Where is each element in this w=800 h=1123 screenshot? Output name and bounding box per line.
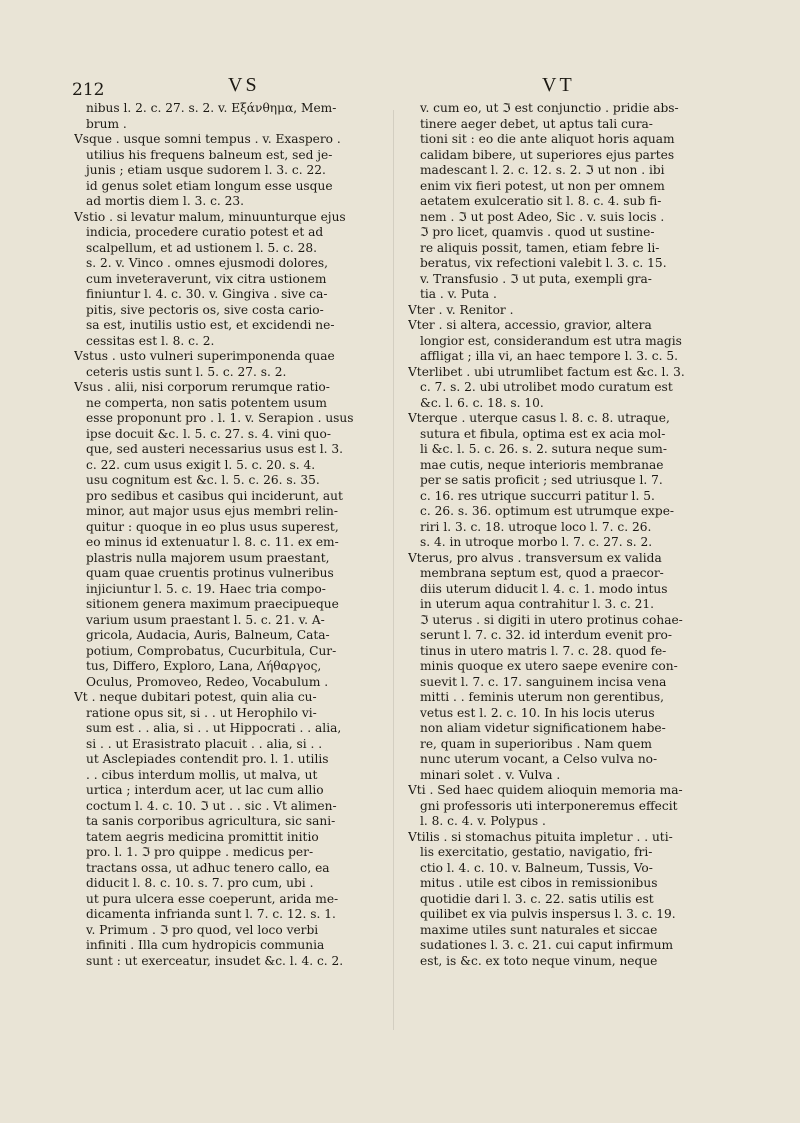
text-line: Vterus, pro alvus . transversum ex valida: [408, 550, 662, 565]
text-line: mae cutis, neque interioris membranae: [420, 457, 664, 472]
text-line: ne comperta, non satis potentem usum: [86, 395, 327, 410]
text-line: eo minus id extenuatur l. 8. c. 11. ex em-: [86, 535, 339, 549]
text-line: Vter . si altera, accessio, gravior, altera: [408, 318, 652, 332]
text-line: nibus l. 2. c. 27. s. 2. v. Eξάνθημα, Mem-: [86, 101, 337, 115]
running-head-right: VT: [542, 74, 575, 96]
gutter-divider: [393, 110, 394, 1030]
text-line: tus, Differo, Exploro, Lana, Λήθαργος,: [86, 659, 322, 673]
text-line: non aliam videtur significationem habe-: [420, 721, 666, 735]
text-line: ipse docuit &c. l. 5. c. 27. s. 4. vini quo-: [86, 426, 331, 441]
text-line: ceteris ustis sunt l. 5. c. 27. s. 2.: [86, 364, 287, 379]
text-line: s. 4. in utroque morbo l. 7. c. 27. s. 2.: [420, 535, 653, 549]
text-line: serunt l. 7. c. 32. id interdum evenit pro-: [420, 628, 672, 642]
text-line: re aliquis possit, tamen, etiam febre li-: [420, 240, 660, 255]
text-line: mitus . utile est cibos in remissionibus: [420, 876, 658, 890]
text-line: plastris nulla majorem usum praestant,: [86, 550, 330, 565]
text-line: madescant l. 2. c. 12. s. 2. ℑ ut non . ibi: [420, 163, 665, 177]
text-line: ad mortis diem l. 3. c. 23.: [86, 194, 245, 208]
text-line: tinus in utero matris l. 7. c. 28. quod fe-: [420, 643, 667, 658]
text-line: v. cum eo, ut ℑ est conjunctio . pridie abs-: [420, 101, 679, 115]
text-line: ctio l. 4. c. 10. v. Balneum, Tussis, Vo-: [420, 860, 653, 875]
text-line: nunc uterum vocant, a Celso vulva no-: [420, 752, 658, 766]
text-line: indicia, procedere curatio potest et ad: [86, 225, 324, 239]
text-line: si . . ut Erasistrato placuit . . alia, si . .: [86, 736, 323, 751]
text-line: urtica ; interdum acer, ut lac cum allio: [86, 783, 324, 797]
text-line: finiuntur l. 4. c. 30. v. Gingiva . sive ca-: [86, 287, 328, 301]
text-line: Vstus . usto vulneri superimponenda quae: [74, 349, 335, 363]
text-line: varium usum praestant l. 5. c. 21. v. A-: [86, 612, 325, 627]
text-line: brum .: [86, 116, 127, 131]
text-line: vetus est l. 2. c. 10. In his locis uterus: [420, 705, 655, 720]
text-line: gni professoris uti interponeremus effecit: [420, 798, 678, 813]
text-line: tatem aegris medicina promittit initio: [86, 829, 319, 844]
text-line: junis ; etiam usque sudorem l. 3. c. 22.: [86, 163, 326, 177]
text-line: infiniti . Illa cum hydropicis communia: [86, 938, 325, 952]
text-line: minari solet . v. Vulva .: [420, 767, 561, 782]
text-line: mitti . . feminis uterum non gerentibus,: [420, 690, 665, 704]
text-line: Vterlibet . ubi utrumlibet factum est &c. l. 3.: [408, 364, 685, 379]
text-line: quam quae cruentis protinus vulneribus: [86, 566, 334, 580]
text-line: injiciuntur l. 5. c. 19. Haec tria compo-: [86, 581, 326, 596]
text-line: ut Asclepiades contendit pro. l. 1. utilis: [86, 752, 329, 766]
text-line: potium, Comprobatus, Cucurbitula, Cur-: [86, 643, 337, 658]
running-head-left: VS: [228, 74, 260, 96]
text-line: pro sedibus et casibus qui inciderunt, aut: [86, 488, 343, 503]
text-line: Vter . v. Renitor .: [408, 302, 514, 317]
text-line: enim vix fieri potest, ut non per omnem: [420, 178, 665, 193]
text-line: quitur : quoque in eo plus usus superest,: [86, 519, 339, 534]
text-line: aetatem exulceratio sit l. 8. c. 4. sub fi-: [420, 194, 662, 208]
text-line: riri l. 3. c. 18. utroque loco l. 7. c. 26.: [420, 519, 652, 534]
text-line: Vsus . alii, nisi corporum rerumque ratio-: [74, 380, 330, 394]
page-number: 212: [72, 80, 105, 100]
left-column: [74, 101, 382, 969]
text-line: re, quam in superioribus . Nam quem: [420, 736, 652, 751]
text-line: Vt . neque dubitari potest, quin alia cu-: [74, 690, 317, 704]
text-line: &c. l. 6. c. 18. s. 10.: [420, 395, 544, 410]
text-line: ta sanis corporibus agricultura, sic sani-: [86, 814, 336, 828]
text-line: tioni sit : eo die ante aliquot horis aquam: [420, 132, 675, 146]
text-line: nem . ℑ ut post Adeo, Sic . v. suis locis .: [420, 209, 665, 224]
text-line: c. 26. s. 36. optimum est utrumque expe-: [420, 504, 675, 518]
text-line: sa est, inutilis ustio est, et excidendi ne-: [86, 318, 335, 332]
text-line: ℑ pro licet, quamvis . quod ut sustine-: [420, 225, 655, 239]
text-line: membrana septum est, quod a praecor-: [420, 566, 664, 580]
text-line: cum inveteraverunt, vix citra ustionem: [86, 271, 327, 286]
text-line: diducit l. 8. c. 10. s. 7. pro cum, ubi .: [86, 876, 314, 890]
text-line: Vstio . si levatur malum, minuunturque ejus: [74, 209, 346, 224]
text-line: minis quoque ex utero saepe evenire con-: [420, 659, 678, 673]
text-line: Vsque . usque somni tempus . v. Exaspero .: [74, 132, 341, 146]
text-line: ℑ uterus . si digiti in utero protinus cohae-: [420, 612, 683, 627]
text-line: cessitas est l. 8. c. 2.: [86, 333, 215, 348]
text-line: suevit l. 7. c. 17. sanguinem incisa vena: [420, 674, 667, 689]
text-line: quilibet ex via pulvis inspersus l. 3. c. 19.: [420, 907, 676, 921]
text-line: longior est, considerandum est utra magis: [420, 333, 682, 348]
right-column: [408, 101, 700, 969]
text-line: id genus solet etiam longum esse usque: [86, 178, 333, 193]
text-line: Vti . Sed haec quidem alioquin memoria ma-: [408, 783, 683, 797]
text-line: est, is &c. ex toto neque vinum, neque: [420, 953, 658, 968]
text-line: minor, aut major usus ejus membri relin-: [86, 504, 338, 518]
text-line: c. 22. cum usus exigit l. 5. c. 20. s. 4.: [86, 457, 316, 472]
text-line: lis exercitatio, gestatio, navigatio, fri-: [420, 845, 653, 859]
text-line: s. 2. v. Vinco . omnes ejusmodi dolores,: [86, 256, 328, 270]
text-line: beratus, vix refectioni valebit l. 3. c. 15.: [420, 256, 667, 270]
text-line: sum est . . alia, si . . ut Hippocrati . . alia,: [86, 721, 342, 735]
text-line: sunt : ut exerceatur, insudet &c. l. 4. c. 2.: [86, 953, 344, 968]
text-line: sutura et fibula, optima est ex acia mol-: [420, 426, 666, 441]
text-line: li &c. l. 5. c. 26. s. 2. sutura neque sum-: [420, 442, 667, 456]
text-line: Vterque . uterque casus l. 8. c. 8. utraque,: [408, 411, 670, 425]
text-line: pitis, sive pectoris os, sive costa cario-: [86, 302, 324, 317]
text-line: dicamenta infrianda sunt l. 7. c. 12. s. 1.: [86, 907, 336, 921]
text-line: Oculus, Promoveo, Redeo, Vocabulum .: [86, 674, 329, 689]
text-line: v. Transfusio . ℑ ut puta, exempli gra-: [420, 271, 652, 286]
text-line: esse proponunt pro . l. 1. v. Serapion . usus: [86, 411, 354, 425]
text-line: que, sed austeri necessarius usus est l. 3.: [86, 442, 344, 456]
text-line: ratione opus sit, si . . ut Herophilo vi-: [86, 705, 317, 720]
text-line: pro. l. 1. ℑ pro quippe . medicus per-: [86, 845, 314, 859]
text-line: per se satis proficit ; sed utriusque l. 7.: [420, 473, 663, 487]
text-line: in uterum aqua contrahitur l. 3. c. 21.: [420, 597, 655, 611]
text-line: gricola, Audacia, Auris, Balneum, Cata-: [86, 628, 330, 642]
text-line: sitionem genera maximum praecipueque: [86, 597, 339, 611]
text-line: c. 16. res utrique succurri patitur l. 5.: [420, 488, 655, 503]
text-line: usu cognitum est &c. l. 5. c. 26. s. 35.: [86, 473, 320, 487]
text-line: tractans ossa, ut adhuc tenero callo, ea: [86, 860, 330, 875]
text-line: Vtilis . si stomachus pituita impletur . . uti-: [408, 829, 673, 844]
text-line: maxime utiles sunt naturales et siccae: [420, 922, 658, 937]
text-line: diis uterum diducit l. 4. c. 1. modo intus: [420, 581, 668, 596]
text-line: v. Primum . ℑ pro quod, vel loco verbi: [86, 922, 319, 937]
text-line: sudationes l. 3. c. 21. cui caput infirmum: [420, 938, 674, 952]
text-line: tinere aeger debet, ut aptus tali cura-: [420, 116, 653, 131]
text-line: l. 8. c. 4. v. Polypus .: [420, 814, 546, 828]
text-line: tia . v. Puta .: [420, 287, 497, 301]
text-line: utilius his frequens balneum est, sed je-: [86, 147, 333, 162]
text-line: . . cibus interdum mollis, ut malva, ut: [86, 767, 318, 782]
text-line: affligat ; illa vi, an haec tempore l. 3. c. 5.: [420, 349, 678, 363]
text-line: ut pura ulcera esse coeperunt, arida me-: [86, 891, 339, 906]
text-line: calidam bibere, ut superiores ejus partes: [420, 147, 675, 162]
text-line: coctum l. 4. c. 10. ℑ ut . . sic . Vt alimen-: [86, 798, 337, 813]
text-line: quotidie dari l. 3. c. 22. satis utilis est: [420, 891, 654, 906]
text-line: c. 7. s. 2. ubi utrolibet modo curatum est: [420, 380, 673, 394]
text-line: scalpellum, et ad ustionem l. 5. c. 28.: [86, 240, 317, 255]
